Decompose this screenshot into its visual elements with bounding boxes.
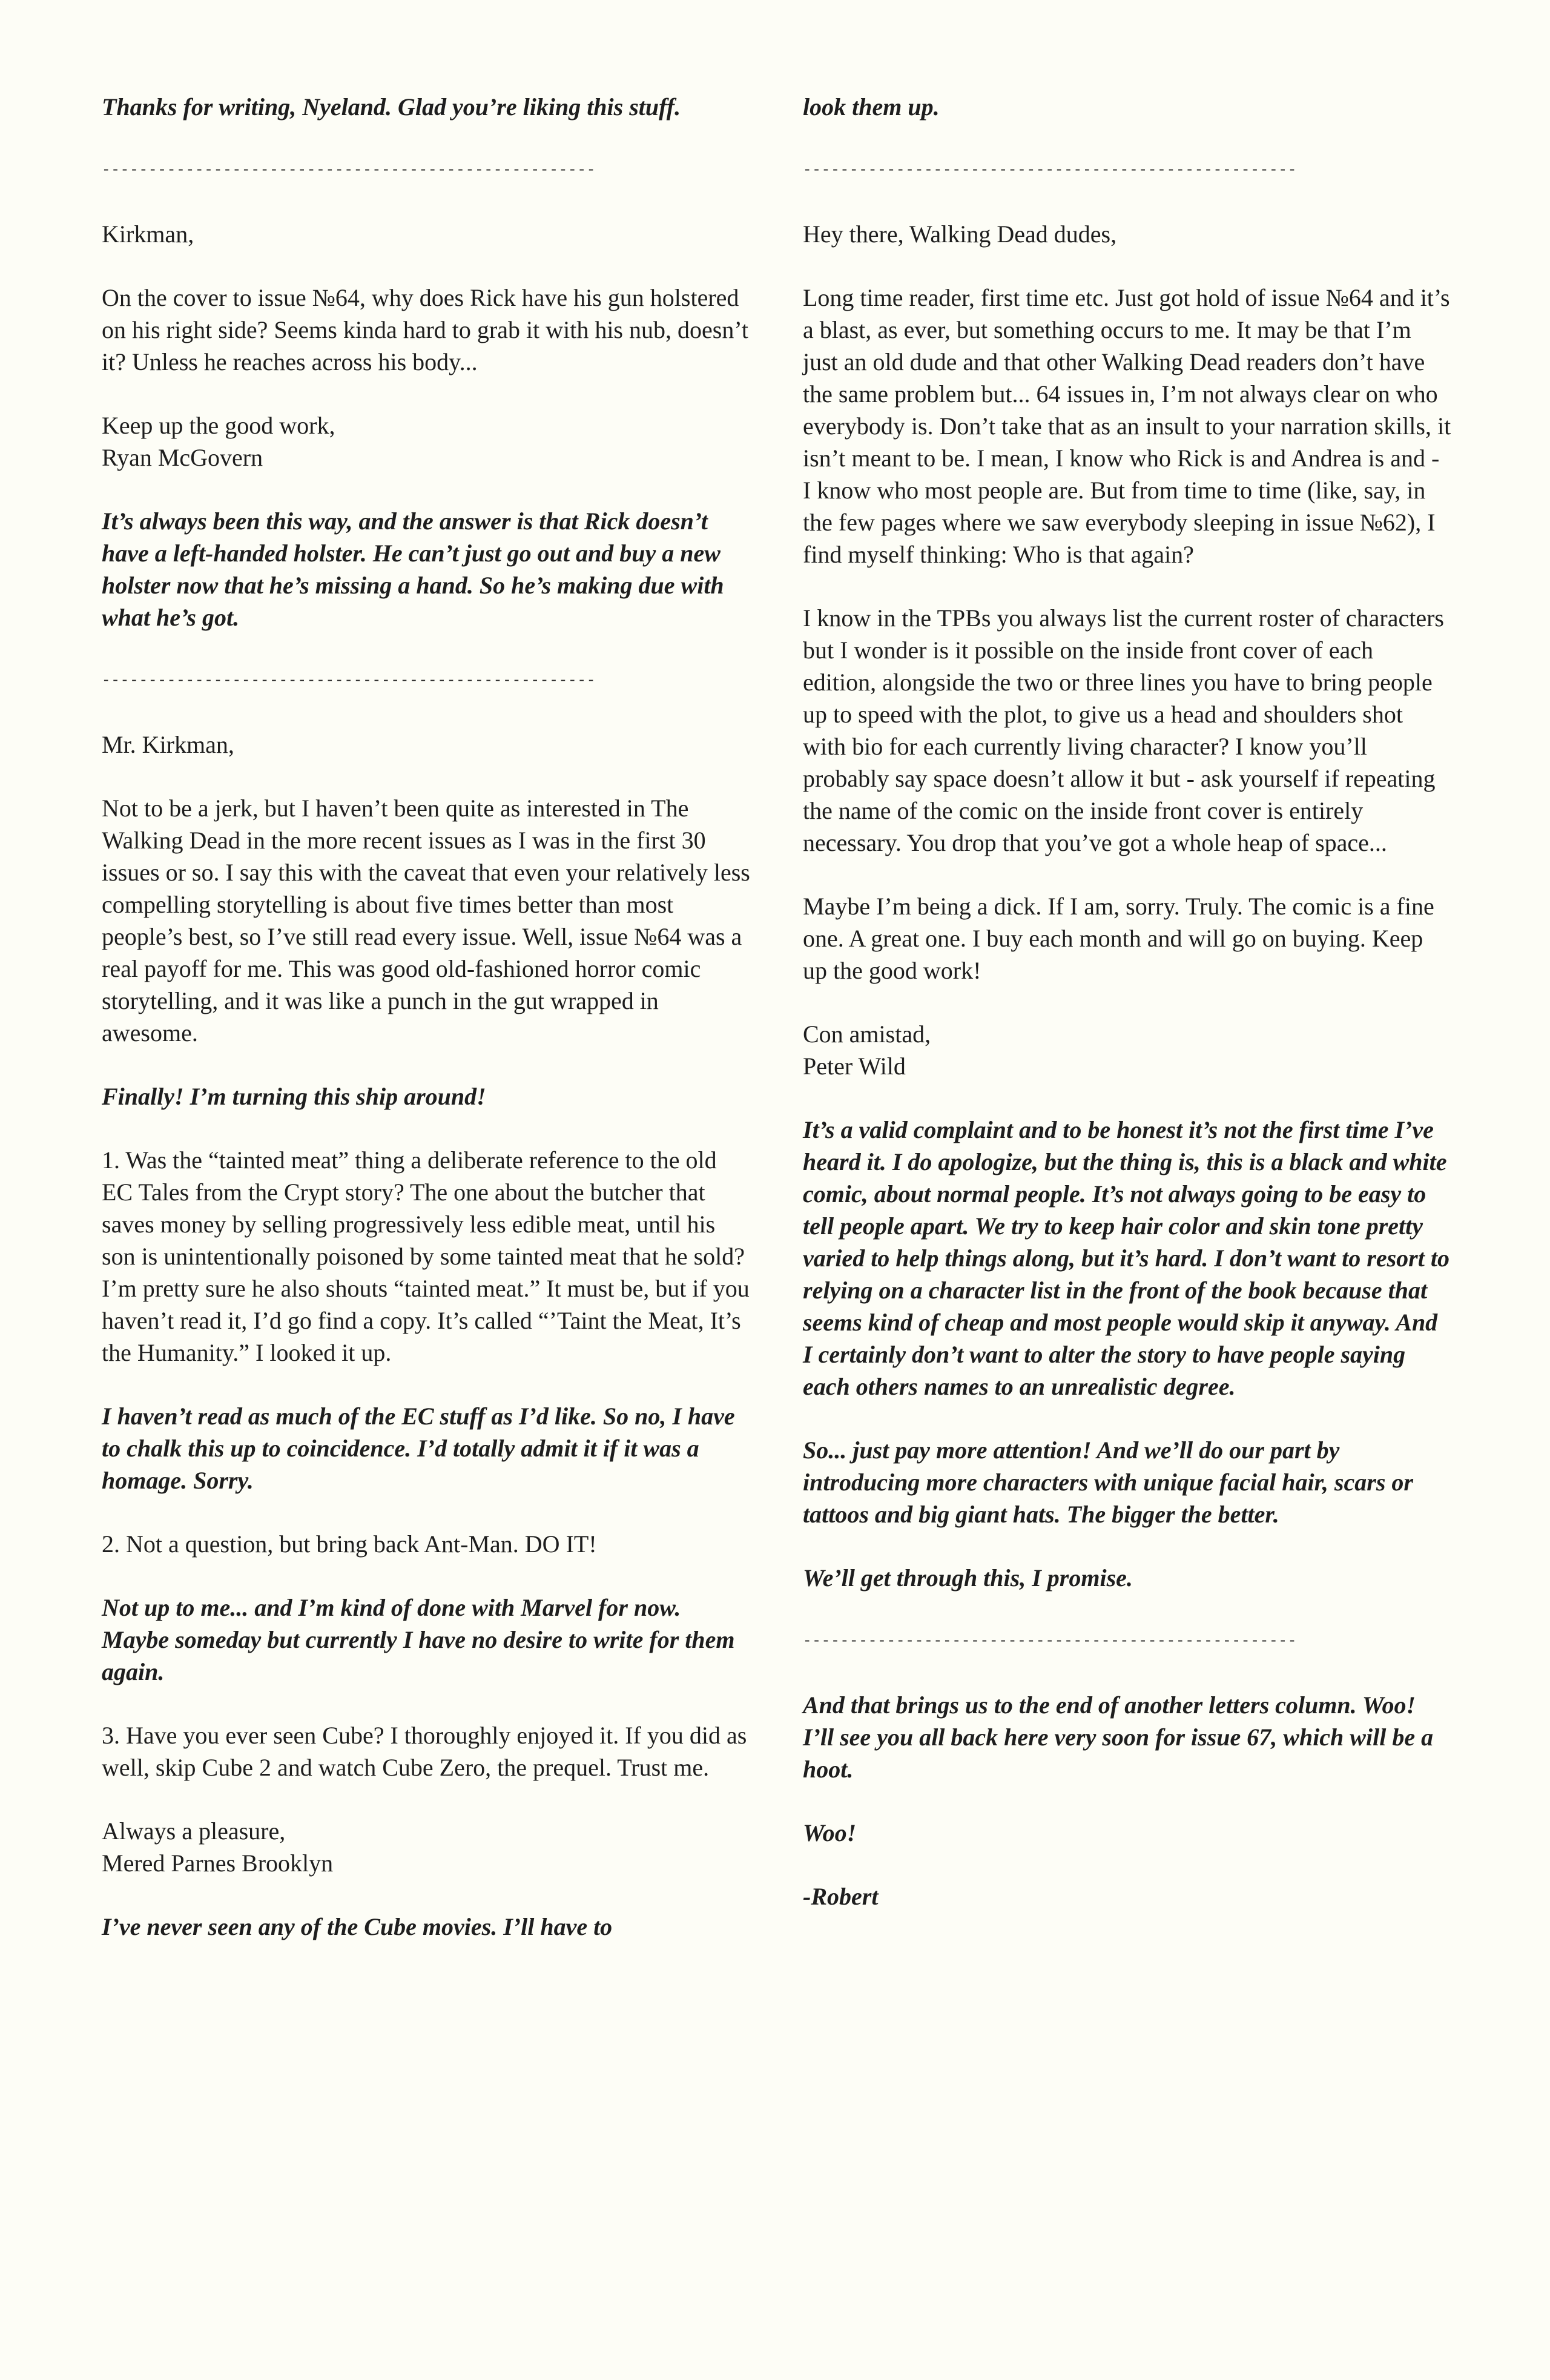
section-divider: ----------------------------------------------------- (803, 162, 1298, 179)
editor-reply: Thanks for writing, Nyeland. Glad you’re liking this stuff. (102, 93, 681, 121)
reader-letter-paragraph: I know in the TPBs you always list the current roster of characters but I wonder is it possible on the inside front cover of each edition, alongside the two or three lines you have to bring people up to speed with the plot, to give us a head and shoulders shot with bio for each currently living character? I know you’ll probably say space doesn’t allow it but - ask yourself if repeating the name of the comic on the inside front cover is entirely necessary. You drop that you’ve got a whole heap of space... (803, 604, 1444, 856)
editor-reply: Not up to me... and I’m kind of done with Marvel for now. Maybe someday but currently I have no desire to write for them again. (102, 1594, 735, 1685)
signoff-closing: Con amistad, (803, 1020, 931, 1048)
editor-reply: I haven’t read as much of the EC stuff as I’d like. So no, I have to chalk this up to coincidence. I’d totally admit it if it was a homage. Sorry. (102, 1403, 735, 1494)
signoff-author: Ryan McGovern (102, 444, 263, 471)
left-column (102, 91, 751, 1974)
letter-signoff (102, 409, 751, 474)
letter-signoff (102, 1815, 751, 1879)
editor-reply: It’s a valid complaint and to be honest it’s not the first time I’ve heard it. I do apologize, but the thing is, this is a black and white comic, about normal people. It’s not always going to be easy to tell people apart. We try to keep hair color and skin tone pretty varied to help things along, but it’s hard. I don’t want to resort to relying on a character list in the front of the book because that seems kind of cheap and most people would skip it anyway. And I certainly don’t want to alter the story to have people saying each others names to an unrealistic degree. (803, 1116, 1449, 1400)
editor-reply: It’s always been this way, and the answer is that Rick doesn’t have a left-handed holster. He can’t just go out and buy a new holster now that he’s missing a hand. So he’s making due with what he’s got. (102, 507, 724, 631)
editor-reply: I’ve never seen any of the Cube movies. I’ll have to (102, 1913, 613, 1940)
signoff-author: Mered Parnes Brooklyn (102, 1849, 334, 1877)
editor-reply: -Robert (803, 1883, 879, 1910)
section-divider: ----------------------------------------------------- (102, 162, 596, 179)
reader-letter-paragraph: 2. Not a question, but bring back Ant-Man. DO IT! (102, 1530, 597, 1558)
reader-letter-paragraph: Hey there, Walking Dead dudes, (803, 220, 1117, 248)
reader-letter-paragraph: Mr. Kirkman, (102, 731, 234, 758)
letter-signoff (803, 1018, 1452, 1082)
section-divider: ----------------------------------------------------- (803, 1633, 1298, 1650)
editor-reply: And that brings us to the end of another letters column. Woo! I’ll see you all back here very soon for issue 67, which will be a hoot. (803, 1691, 1434, 1783)
editor-reply: look them up. (803, 93, 940, 121)
editor-reply: So... just pay more attention! And we’ll do our part by introducing more characters with unique facial hair, scars or tattoos and big giant hats. The bigger the better. (803, 1436, 1413, 1528)
editor-reply: Woo! (803, 1819, 857, 1846)
reader-letter-paragraph: Maybe I’m being a dick. If I am, sorry. Truly. The comic is a fine one. A great one. I buy each month and will go on buying. Keep up the good work! (803, 893, 1434, 984)
reader-letter-paragraph: Not to be a jerk, but I haven’t been quite as interested in The Walking Dead in the more recent issues as I was in the first 30 issues or so. I say this with the caveat that even your relatively less compelling storytelling is about five times better than most people’s best, so I’ve still read every issue. Well, issue №64 was a real payoff for me. This was good old-fashioned horror comic storytelling, and it was like a punch in the gut wrapped in awesome. (102, 795, 750, 1046)
editor-reply: We’ll get through this, I promise. (803, 1564, 1133, 1592)
reader-letter-paragraph: Long time reader, first time etc. Just got hold of issue №64 and it’s a blast, as ever, but something occurs to me. It may be that I’m just an old dude and that other Walking Dead readers don’t have the same problem but... 64 issues in, I’m not always clear on who everybody is. Don’t take that as an insult to your narration skills, it isn’t meant to be. I mean, I know who Rick is and Andrea is and - I know who most people are. But from time to time (like, say, in the few pages where we saw everybody sleeping in issue №62), I find myself thinking: Who is that again? (803, 284, 1451, 568)
reader-letter-paragraph: Kirkman, (102, 220, 194, 248)
reader-letter-paragraph: 3. Have you ever seen Cube? I thoroughly enjoyed it. If you did as well, skip Cube 2 and watch Cube Zero, the prequel. Trust me. (102, 1722, 747, 1781)
signoff-closing: Always a pleasure, (102, 1817, 286, 1845)
reader-letter-paragraph: On the cover to issue №64, why does Rick have his gun holstered on his right side? Seems kinda hard to grab it with his nub, doesn’t it? Unless he reaches across his body... (102, 284, 749, 375)
signoff-closing: Keep up the good work, (102, 412, 335, 439)
reader-letter-paragraph: 1. Was the “tainted meat” thing a deliberate reference to the old EC Tales from the Crypt story? The one about the butcher that saves money by selling progressively less edible meat, until his son is unintentionally poisoned by some tainted meat that he sold? I’m pretty sure he also shouts “tainted meat.” It must be, but if you haven’t read it, I’d go find a copy. It’s called “’Taint the Meat, It’s the Humanity.” I looked it up. (102, 1146, 750, 1366)
right-column (803, 91, 1452, 1944)
signoff-author: Peter Wild (803, 1053, 906, 1080)
section-divider: ----------------------------------------------------- (102, 673, 596, 689)
editor-reply: Finally! I’m turning this ship around! (102, 1083, 486, 1110)
